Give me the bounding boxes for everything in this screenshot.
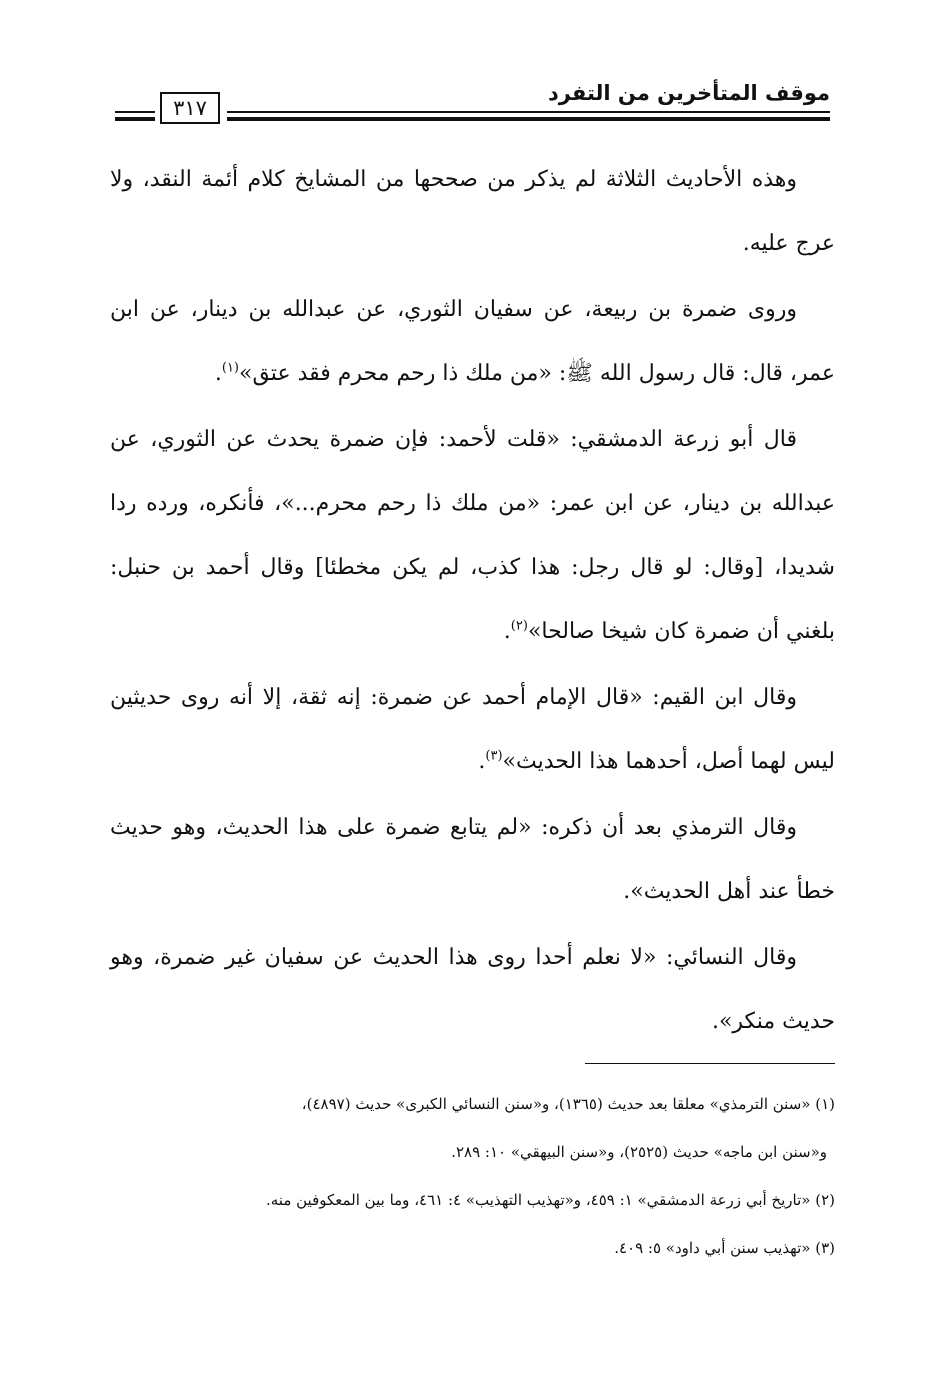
paragraph-text: قال أبو زرعة الدمشقي: «قلت لأحمد: فإن ضمرة يحدث عن الثوري، عن عبدالله بن دينار، عن ابن عمر: «من ملك ذا رحم محرم...»، فأنكره، ورده ردا شديدا، [وقال: لو قال رجل: هذا كذب، لم يكن مخطئا] وقال أحمد بن حنبل: بلغني أن ضمرة كان شيخا صالحا»: [110, 427, 835, 644]
paragraph-text: وقال الترمذي بعد أن ذكره: «لم يتابع ضمرة على هذا الحديث، وهو حديث خطأ عند أهل الحديث».: [110, 815, 835, 904]
footnotes: [110, 1080, 835, 1272]
paragraph-text: وروى ضمرة بن ربيعة، عن سفيان الثوري، عن عبدالله بن دينار، عن ابن عمر، قال: قال رسول الله ﷺ: «من ملك ذا رحم محرم فقد عتق»: [110, 297, 835, 386]
paragraph: [110, 278, 835, 406]
footnote-line: (١) «سنن الترمذي» معلقا بعد حديث (١٣٦٥)، و«سنن النسائي الكبرى» حديث (٤٨٩٧)،: [301, 1095, 835, 1113]
footnote-3: [110, 1224, 835, 1272]
paragraph-text: وهذه الأحاديث الثلاثة لم يذكر من صححها من المشايخ كلام أئمة النقد، ولا عرج عليه.: [110, 167, 835, 256]
footnote-2: [110, 1176, 835, 1224]
footnote-line: (٣) «تهذيب سنن أبي داود» ٥: ٤٠٩.: [614, 1239, 835, 1257]
footnote-1: [110, 1080, 835, 1176]
paragraph-text: وقال ابن القيم: «قال الإمام أحمد عن ضمرة: إنه ثقة، إلا أنه روى حديثين ليس لهما أصل، أحدهما هذا الحديث»: [110, 685, 835, 774]
footnote-separator: [585, 1063, 835, 1064]
page-header: [115, 78, 830, 128]
footnote-reference: (٣): [485, 748, 503, 764]
footnote-line: و«سنن ابن ماجه» حديث (٢٥٢٥)، و«سنن البيهقي» ١٠: ٢٨٩.: [451, 1143, 827, 1161]
paragraph-text: وقال النسائي: «لا نعلم أحدا روى هذا الحديث عن سفيان غير ضمرة، وهو حديث منكر».: [110, 945, 835, 1034]
paragraph: [110, 408, 835, 664]
footnote-reference: (٢): [510, 618, 528, 634]
paragraph: [110, 926, 835, 1054]
paragraph-tail: .: [214, 361, 222, 386]
paragraph-tail: .: [478, 749, 486, 774]
header-double-rule-left: [115, 111, 155, 122]
main-text: [110, 148, 835, 1056]
header-double-rule: [227, 111, 830, 122]
footnote-line: (٢) «تاريخ أبي زرعة الدمشقي» ١: ٤٥٩، و«تهذيب التهذيب» ٤: ٤٦١، وما بين المعكوفين منه.: [265, 1191, 835, 1209]
paragraph: [110, 666, 835, 794]
paragraph: [110, 148, 835, 276]
footnote-reference: (١): [221, 360, 239, 376]
page-number: ٣١٧: [160, 92, 220, 124]
paragraph-tail: .: [503, 619, 511, 644]
paragraph: [110, 796, 835, 924]
running-title: موقف المتأخرين من التفرد: [548, 81, 830, 105]
